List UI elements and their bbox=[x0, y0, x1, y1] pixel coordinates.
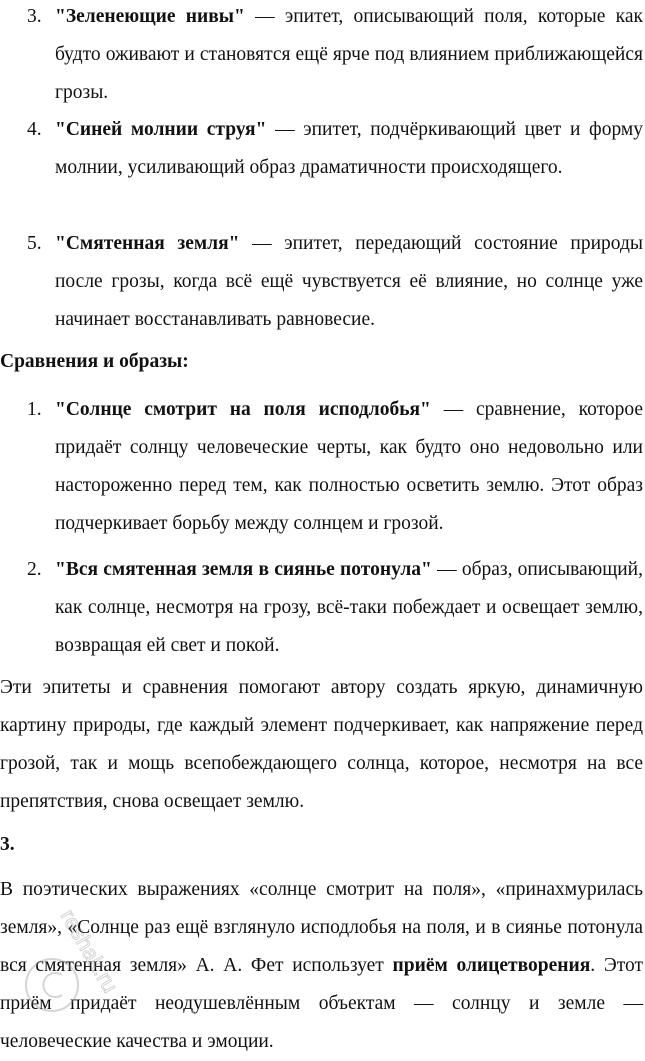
list-item-epithet-5 bbox=[0, 225, 643, 339]
list-item-comparison-1 bbox=[0, 391, 643, 543]
list-item-epithet-4 bbox=[0, 111, 643, 187]
list-number: 4. bbox=[27, 119, 42, 140]
section-number: 3. bbox=[0, 834, 15, 855]
bold-term: приём олицетворения bbox=[392, 955, 591, 976]
paragraph-text: . Этот приём придаёт неодушевлённым объектам — солнцу и земле — человеческие качества и эмоции. bbox=[0, 955, 644, 1052]
summary-paragraph: Эти эпитеты и сравнения помогают автору создать яркую, динамичную картину природы, где каждый элемент подчеркивает, как напряжение перед грозой, так и мощь всепобеждающего солнца, которое, несмотря на все препятствия, снова освещает землю. bbox=[0, 677, 643, 812]
epithet-description: — эпитет, подчёркивающий цвет и форму молнии, усиливающий образ драматичности происходящего. bbox=[55, 119, 643, 178]
comparison-description: — сравнение, которое придаёт солнцу человеческие черты, как будто оно недовольно или настороженно перед тем, как полностью осветить землю. Этот образ подчеркивает борьбу между солнцем и грозой. bbox=[55, 399, 643, 534]
epithet-term: "Синей молнии струя" bbox=[55, 119, 267, 140]
list-item-epithet-3 bbox=[0, 0, 643, 112]
svg-text:reshak.ru: reshak.ru bbox=[55, 905, 124, 997]
paragraph-text: В поэтических выражениях «солнце смотрит на поля», «принахмурилась земля», «Солнце раз ещё взглянуло исподлобья на поля, и в сиянье потонула вся смятенная земля» А. А. Фет использует bbox=[0, 879, 643, 976]
list-number: 2. bbox=[27, 559, 42, 580]
comparison-term: "Солнце смотрит на поля исподлобья" bbox=[55, 399, 431, 420]
final-paragraph bbox=[0, 871, 643, 1061]
list-number: 5. bbox=[27, 233, 42, 254]
list-number: 3. bbox=[27, 6, 42, 27]
comparison-term: "Вся смятенная земля в сиянье потонула" bbox=[55, 559, 432, 580]
comparison-description: — образ, описывающий, как солнце, несмотря на грозу, всё-таки побеждает и освещает землю, возвращая ей свет и покой. bbox=[55, 559, 643, 656]
epithet-term: "Смятенная земля" bbox=[55, 233, 240, 254]
section-heading: Сравнения и образы: bbox=[0, 351, 189, 372]
list-item-comparison-2 bbox=[0, 551, 643, 665]
epithet-description: — эпитет, описывающий поля, которые как будто оживают и становятся ещё ярче под влиянием приближающейся грозы. bbox=[55, 6, 643, 103]
epithet-term: "Зеленеющие нивы" bbox=[55, 6, 245, 27]
list-number: 1. bbox=[27, 399, 42, 420]
epithet-description: — эпитет, передающий состояние природы после грозы, когда всё ещё чувствуется её влияние, но солнце уже начинает восстанавливать равновесие. bbox=[55, 233, 643, 330]
